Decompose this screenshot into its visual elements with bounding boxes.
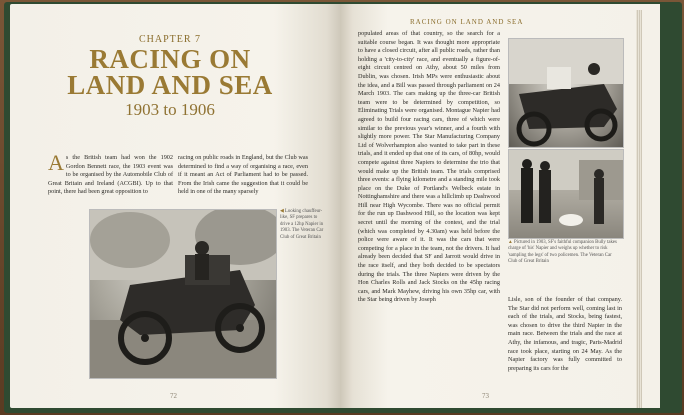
left-page — [10, 4, 340, 408]
left-caption-text: Looking chauffeur-like, SF prepares to drive a 12hp Napier in 1903. The Veteran Car Club of Great Britain — [280, 209, 324, 240]
left-column-2: racing on public roads in England, but the Club was determined to find a way of organising a race, even if it meant an Act of Parliament had to be passed. From the Irish came the suggestion that it could be held in one of the many sparsely — [178, 154, 308, 196]
title-line-1: RACING ON — [89, 44, 251, 74]
title-line-2: LAND AND SEA — [67, 70, 273, 100]
policemen-illustration — [509, 150, 623, 238]
right-column-2: Lisle, son of the founder of that company. The Star did not perform well, coming last in each of the trials, and Stocks, being fastest, was chosen to drive the third Napier in the main race. Between the trials and the race at Athy, the infamous, and tragic, Paris-Madrid race took place, starting on 24 May. As the Napier factory was fully committed to preparing its cars for the — [508, 296, 622, 372]
running-head: RACING ON LAND AND SEA — [410, 18, 524, 26]
right-page — [340, 4, 660, 408]
right-column-1: populated areas of that country, so the search for a suitable course began. It was thought more appropriate to have a closed circuit, after all public roads, rather than holding a 'city-to-city' race, and eventually a figure-of-eight circuit centred on Athy, about 50 miles from Dublin, was chosen. Irish MPs were enthusiastic about the idea, and a Bill was passed through parliament on 24 March 1903. The cars making up the three-car British team were to be determined by competition, so Eliminating Trials were organised. Montague Napier had agreed to build four racing cars, three of which were similar to the previous year's winner, and a fourth with slightly more power. The Star Manufacturing Company Ltd of Wolverhampton also wanted to take part in these trials, and it ended up that one of its cars, of 80hp, would compete against three Napiers to determine the trio that would make up the British team. The trials comprised three events: a flying kilometre and a standing mile took place on the Duke of Portland's Welbeck estate in Nottinghamshire and there was a hillclimb up Dashwood Hill near High Wycombe. There was no official permit for the run up Dashwood Hill, so the location was kept secret until the morning of the contest, and the trial (which was completed by 4.30am) was held before the police were aware of it. It was the cars that were competing for a place in the team, not the drivers. It had already been decided that SF and Jarrott would drive in the race itself, and they both decided to be spectators during the trials. The three Napiers were driven by the Hon Charles Rolls and Jack Stocks on the 45hp racing cars, and Mark Mayhew, driving his own 35hp car, with the Star being driven by Joseph — [358, 30, 500, 304]
right-photo-caption — [508, 240, 622, 266]
page-number-right: 73 — [482, 392, 489, 400]
chapter-years: 1903 to 1906 — [125, 100, 215, 119]
arrow-up-icon: ▲ — [508, 240, 514, 245]
left-column-1-text: s the British team had won the 1902 Gordon Bennett race, the 1903 event was to be organised by the Automobile Club of Great Britain and Ireland (ACGBI). Up to that point, there had been great opposition to — [48, 154, 173, 196]
policemen-photo — [508, 149, 624, 239]
page-edges — [636, 10, 642, 408]
drop-cap: A — [48, 150, 64, 175]
arrow-left-icon: ◀ — [280, 209, 285, 214]
left-column-1 — [48, 150, 173, 197]
right-caption-text: Pictured in 1903, SF's faithful companion Bully takes charge of 'his' Napier and weighs up whether to risk 'sampling the legs' of two policemen. The Veteran Car Club of Great Britain — [508, 240, 617, 265]
car-photo-top-right — [508, 38, 624, 148]
chapter-title — [50, 46, 290, 98]
page-number-left: 72 — [170, 392, 177, 400]
left-photo-caption — [280, 209, 325, 241]
car-illustration — [90, 210, 276, 378]
chapter-label: CHAPTER 7 — [138, 34, 202, 45]
napier-car-photo — [89, 209, 277, 379]
car-with-dog-illustration — [509, 39, 623, 147]
